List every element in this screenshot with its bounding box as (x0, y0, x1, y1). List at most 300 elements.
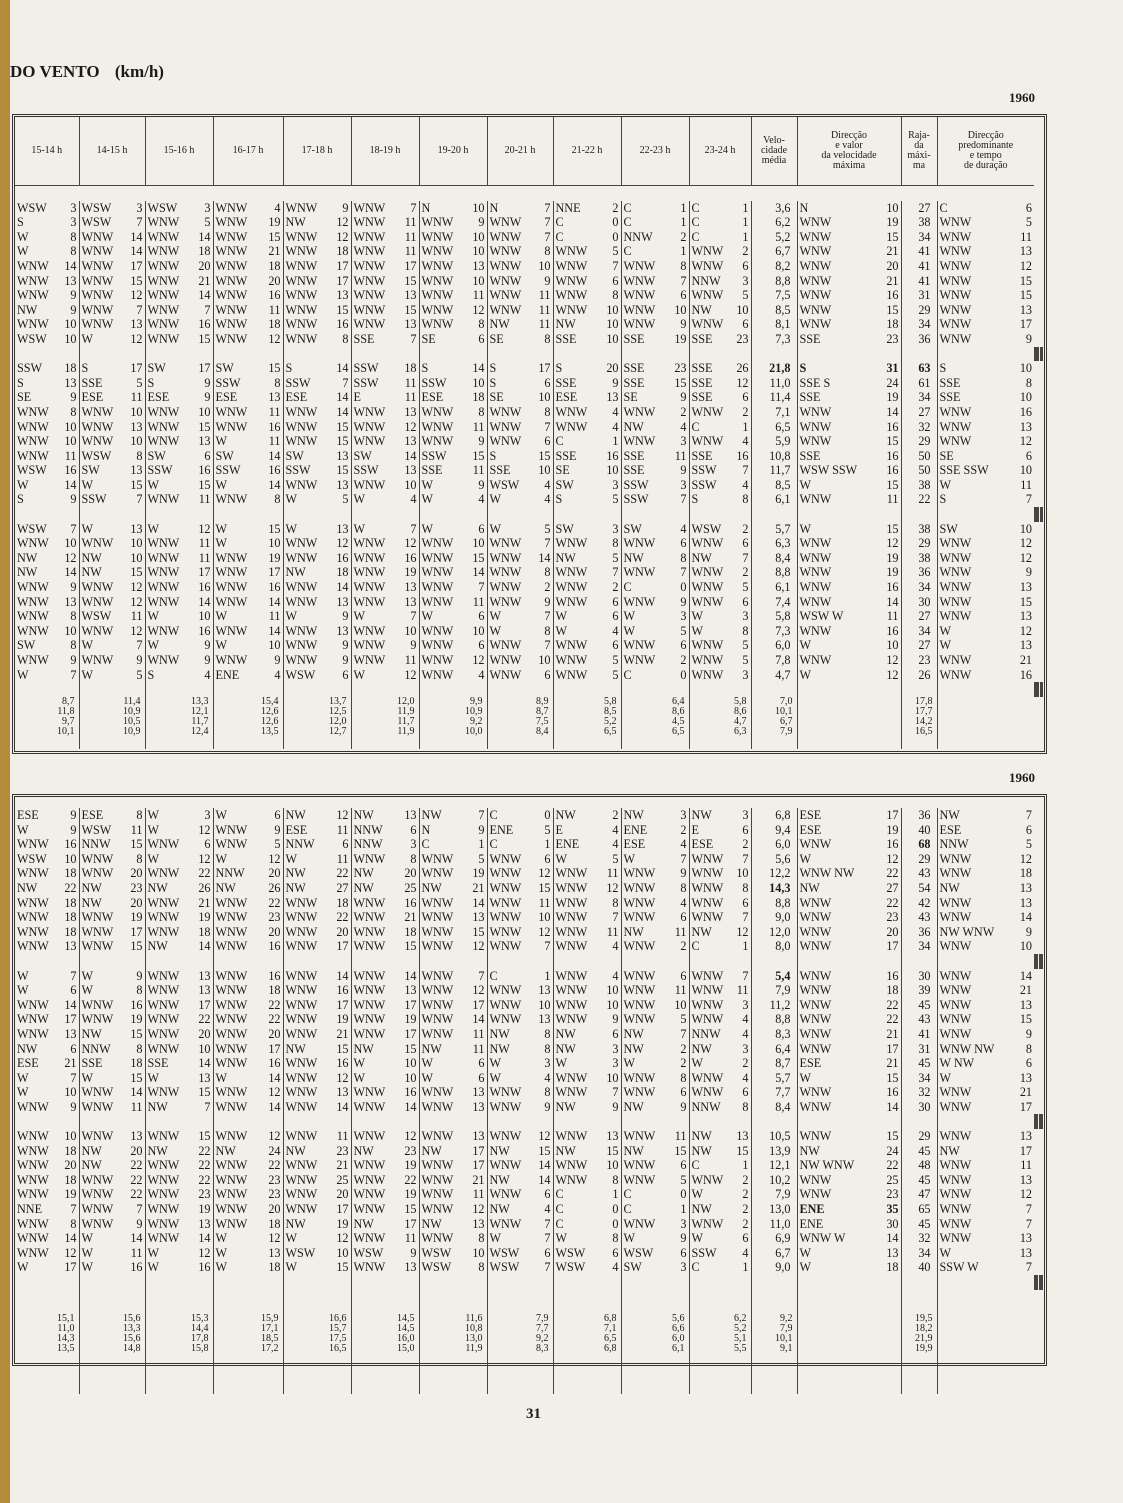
hour-direction: W (213, 1231, 261, 1246)
hour-speed: 14 (336, 580, 349, 595)
hour-speed: 9 (70, 390, 77, 405)
max-speed-direction: W (797, 1071, 879, 1086)
hour-speed: 7 (544, 215, 551, 230)
hour-direction: WSW (283, 668, 329, 683)
hour-speed: 5 (680, 623, 687, 638)
hour-direction: NW (283, 565, 329, 580)
max-speed-direction: SSE (797, 332, 879, 347)
hour-speed: 14 (198, 1231, 211, 1246)
hour-speed: 15 (404, 302, 417, 317)
hour-speed: 10 (606, 983, 619, 998)
hour-direction: NW (17, 880, 38, 895)
table-row (15, 1144, 1044, 1159)
hour-direction: WNW (283, 332, 329, 347)
hour-speed: 19 (404, 1012, 417, 1027)
means-cell (797, 697, 901, 749)
hour-direction: S (553, 361, 599, 376)
max-speed-direction: WNW (797, 1129, 879, 1144)
hour-direction: WNW (283, 274, 329, 289)
hour-speed: 13 (336, 521, 349, 536)
max-gust: 40 (901, 823, 937, 838)
max-speed-value: 16 (886, 623, 899, 638)
hour-speed: 8 (612, 895, 619, 910)
hour-direction: WNW (17, 924, 49, 939)
hour-speed: 19 (130, 910, 143, 925)
spacer-cell (283, 347, 351, 362)
max-speed-value: 23 (886, 910, 899, 925)
hour-direction: WNW (79, 866, 123, 881)
hour-direction: WNW (79, 274, 123, 289)
hour-direction: WNW (145, 230, 191, 245)
spacer-cell (419, 1275, 487, 1290)
hour-speed: 1 (612, 434, 619, 449)
hour-direction: WNW (351, 259, 397, 274)
hour-speed: 12 (130, 580, 143, 595)
max-speed-value: 21 (886, 1056, 899, 1071)
hour-speed: 15 (472, 448, 485, 463)
hour-direction: WNW (487, 274, 531, 289)
hour-direction: WNW (213, 201, 261, 216)
hour-direction: NW (689, 1202, 731, 1217)
hour-speed: 14 (404, 448, 417, 463)
hour-direction: WNW (419, 1129, 465, 1144)
hour-direction: NW (145, 881, 191, 896)
hour-direction: WSW (487, 1246, 531, 1261)
predominant-direction: WNW NW (937, 1042, 1013, 1057)
hour-speed: 0 (612, 215, 619, 230)
predominant-direction: WNW (937, 274, 1013, 289)
max-speed-direction: W (797, 522, 879, 537)
column-header: 15-14 h (15, 117, 79, 186)
hour-speed: 6 (544, 1245, 551, 1260)
hour-speed: 11 (268, 302, 281, 317)
hour-speed: 8 (544, 623, 551, 638)
predominant-duration: 14 (1019, 968, 1032, 983)
mean-speed: 13,9 (751, 1144, 797, 1159)
hour-speed: 10 (268, 638, 281, 653)
hour-speed: 20 (198, 258, 211, 273)
mean-speed: 8,8 (751, 1012, 797, 1027)
predominant-direction: WNW (937, 1173, 1013, 1188)
table-row (15, 998, 1044, 1013)
hour-speed: 9 (478, 434, 485, 449)
hour-direction: WSW (145, 201, 191, 216)
hour-speed: 19 (198, 910, 211, 925)
hour-direction: W (79, 522, 123, 537)
hour-direction: WNW (213, 215, 261, 230)
hour-speed: 14 (336, 361, 349, 376)
predominant-duration: 13 (1019, 244, 1033, 259)
hour-speed: 4 (742, 1070, 749, 1085)
hour-direction: W (553, 1056, 599, 1071)
hour-speed: 13 (130, 463, 143, 478)
hour-direction: S (487, 361, 531, 376)
hour-speed: 7 (70, 1070, 77, 1085)
hour-speed: 10 (64, 434, 77, 449)
hour-speed: 4 (612, 822, 619, 837)
spacer-cell (797, 347, 901, 362)
table-row (15, 653, 1044, 668)
hour-speed: 8 (70, 638, 77, 653)
max-gust: 26 (901, 668, 937, 683)
table-row (15, 939, 1044, 954)
hour-speed: 3 (612, 1041, 619, 1056)
predominant-direction: WNW (937, 580, 1013, 595)
hour-speed: 16 (336, 1056, 349, 1071)
table-row (15, 420, 1044, 435)
hour-speed: 4 (612, 419, 619, 434)
hour-direction: WNW (689, 434, 731, 449)
hour-speed: 17 (268, 565, 281, 580)
max-speed-direction: S (797, 361, 879, 376)
hour-direction: SSW (17, 361, 43, 376)
hour-direction: WNW (419, 668, 465, 683)
hour-direction: WNW (79, 998, 123, 1013)
spacer-cell (283, 507, 351, 522)
hour-direction: NW (621, 1144, 667, 1159)
hour-speed: 11 (736, 983, 749, 998)
hour-direction: WNW (17, 623, 49, 638)
hour-speed: 1 (742, 1260, 749, 1275)
mean-speed: 8,4 (751, 1100, 797, 1115)
spacer-row (15, 954, 1044, 969)
hour-speed: 9 (478, 215, 485, 230)
hour-speed: 27 (336, 880, 349, 895)
predominant-direction: WNW (937, 317, 1013, 332)
max-gust: 34 (901, 317, 937, 332)
hour-speed: 7 (342, 375, 349, 390)
hour-speed: 5 (544, 822, 551, 837)
hour-direction: NW (79, 1027, 123, 1042)
spacer-row (15, 347, 1044, 362)
hour-direction: NW (283, 866, 329, 881)
hour-direction: C (487, 808, 531, 823)
hour-speed: 6 (544, 1187, 551, 1202)
hour-direction: SW (17, 638, 36, 653)
mean-speed: 7,9 (751, 1187, 797, 1202)
spacer-row (15, 507, 1044, 522)
means-cell: 7,9 7,7 9,2 8,3 (487, 1290, 553, 1394)
hour-direction: WNW (689, 580, 731, 595)
hour-direction: WNW (487, 580, 531, 595)
max-gust: 43 (901, 1012, 937, 1027)
wind-table-bottom (12, 794, 1047, 1366)
hour-speed: 17 (404, 258, 417, 273)
max-gust: 30 (901, 1100, 937, 1115)
hour-direction: WNW (283, 1100, 329, 1115)
max-speed-value: 31 (886, 361, 899, 376)
hour-direction: NNW (79, 1042, 123, 1057)
hour-direction: WNW (145, 1217, 191, 1232)
hour-speed: 7 (742, 550, 749, 565)
hour-speed: 1 (544, 968, 551, 983)
predominant-duration: 6 (1025, 200, 1033, 215)
hour-speed: 2 (680, 822, 687, 837)
hour-direction: WNW (553, 866, 599, 881)
max-gust: 32 (901, 420, 937, 435)
means-cell: 5,6 6,6 6,0 6,1 (621, 1290, 689, 1394)
hour-direction: NW (79, 896, 123, 911)
hour-speed: 9 (410, 1245, 417, 1260)
hour-speed: 1 (742, 1158, 749, 1173)
hour-direction: WNW (487, 565, 531, 580)
hour-direction: W (17, 477, 29, 492)
max-speed-value: 21 (886, 273, 899, 288)
hour-speed: 3 (544, 1056, 551, 1071)
max-speed-direction: WNW (797, 910, 879, 925)
hour-speed: 11 (538, 895, 551, 910)
hour-direction: W (283, 609, 329, 624)
hour-speed: 11 (130, 1245, 143, 1260)
table-row (15, 259, 1044, 274)
column-header: 16-17 h (213, 117, 283, 186)
max-speed-value: 14 (886, 1099, 899, 1114)
hour-direction: WNW (487, 215, 531, 230)
hour-speed: 15 (130, 1070, 143, 1085)
max-speed-direction: WNW (797, 580, 879, 595)
hour-direction: SW (213, 361, 261, 376)
hour-speed: 26 (736, 361, 749, 376)
hour-speed: 8 (742, 623, 749, 638)
hour-direction: NW (351, 1042, 397, 1057)
hour-direction: NW (553, 808, 599, 823)
predominant-duration: 9 (1025, 924, 1032, 939)
max-gust: 54 (901, 881, 937, 896)
mean-speed: 6,5 (751, 420, 797, 435)
hour-direction: WNW (487, 638, 531, 653)
spacer-cell (621, 954, 689, 969)
max-speed-value: 23 (886, 331, 899, 346)
hour-direction: WNW (621, 434, 667, 449)
hour-speed: 12 (538, 1129, 551, 1144)
predominant-direction: SSE (937, 376, 1013, 391)
hour-speed: 1 (742, 215, 749, 230)
hour-direction: N (419, 823, 465, 838)
hour-direction: WNW (553, 580, 599, 595)
predominant-direction: ESE (937, 823, 1013, 838)
hour-direction: C (487, 837, 531, 852)
hour-direction: NW (553, 1027, 599, 1042)
hour-speed: 12 (336, 215, 349, 230)
hour-direction: WNW (213, 1158, 261, 1173)
predominant-direction: WNW (937, 1217, 1013, 1232)
hour-speed: 9 (544, 594, 551, 609)
hour-direction: NW (419, 1042, 465, 1057)
hour-speed: 3 (680, 609, 687, 624)
hour-speed: 14 (336, 404, 349, 419)
hour-direction: W (145, 1260, 191, 1275)
table-row (15, 463, 1044, 478)
hour-direction: SSE (689, 361, 731, 376)
max-speed-value: 19 (886, 215, 899, 230)
spacer-cell (487, 682, 553, 697)
predominant-duration: 10 (1019, 463, 1033, 478)
hour-speed: 19 (64, 1187, 77, 1202)
table-row (15, 983, 1044, 998)
hour-direction: WNW (213, 1187, 261, 1202)
max-gust: 29 (901, 303, 937, 318)
max-speed-direction: WNW (797, 259, 879, 274)
mean-speed: 5,7 (751, 522, 797, 537)
hour-speed: 15 (674, 375, 687, 390)
hour-speed: 11 (404, 244, 417, 259)
hour-direction: WNW (283, 1012, 329, 1027)
hour-direction: W (79, 1231, 123, 1246)
hour-speed: 14 (130, 1231, 143, 1246)
hour-speed: 11 (606, 866, 619, 881)
hour-direction: WNW (487, 434, 531, 449)
spacer-cell (689, 347, 751, 362)
hour-speed: 12 (130, 288, 143, 303)
spacer-cell (213, 347, 283, 362)
max-speed-direction: WNW (797, 925, 879, 940)
hour-direction: NW (351, 808, 397, 823)
hour-direction: WNW (79, 317, 123, 332)
predominant-direction: WNW (937, 332, 1013, 347)
hour-direction: W (351, 492, 397, 507)
max-speed-value: 23 (886, 1187, 899, 1202)
max-speed-value: 18 (886, 983, 899, 998)
hour-speed: 22 (268, 1012, 281, 1027)
predominant-direction: WNW (937, 1202, 1013, 1217)
hour-speed: 8 (544, 1085, 551, 1100)
hour-speed: 11 (404, 229, 417, 244)
mean-speed: 8,1 (751, 317, 797, 332)
hour-speed: 12 (268, 851, 281, 866)
hour-speed: 4 (612, 404, 619, 419)
hour-direction: WNW (621, 969, 667, 984)
hour-direction: WNW (419, 303, 465, 318)
hour-direction: NW (79, 551, 123, 566)
hour-direction: WNW (283, 1071, 329, 1086)
hour-speed: 9 (410, 638, 417, 653)
hour-direction: NW (17, 1041, 38, 1056)
hour-speed: 7 (742, 910, 749, 925)
hour-speed: 19 (268, 550, 281, 565)
hour-direction: W (621, 624, 667, 639)
hour-speed: 11 (538, 317, 551, 332)
hour-direction: WNW (487, 1129, 531, 1144)
hour-speed: 10 (472, 1245, 485, 1260)
hour-speed: 17 (130, 258, 143, 273)
hour-speed: 9 (204, 375, 211, 390)
hour-direction: WNW (553, 259, 599, 274)
hour-direction: WNW (553, 1129, 599, 1144)
hour-speed: 4 (612, 837, 619, 852)
hour-direction: WNW (553, 638, 599, 653)
spacer-cell (797, 682, 901, 697)
hour-direction: ESE (283, 390, 329, 405)
hour-direction: SW (553, 478, 599, 493)
hour-direction: W (145, 823, 191, 838)
hour-direction: W (351, 522, 397, 537)
hour-speed: 6 (612, 1026, 619, 1041)
book-spine (0, 0, 10, 1503)
hour-direction: SSW (689, 478, 731, 493)
hour-speed: 13 (336, 288, 349, 303)
max-speed-direction: SSE (797, 449, 879, 464)
hour-speed: 7 (544, 1260, 551, 1275)
hour-speed: 22 (130, 1172, 143, 1187)
hour-direction: WNW (689, 998, 731, 1013)
hour-speed: 4 (544, 492, 551, 507)
hour-direction: NNW (621, 230, 667, 245)
hour-direction: WNW (419, 1158, 465, 1173)
hour-speed: 18 (268, 1216, 281, 1231)
max-speed-value: 14 (886, 594, 899, 609)
hour-direction: WNW (213, 837, 261, 852)
hour-direction: WNW (17, 1129, 49, 1144)
hour-direction: WNW (145, 837, 191, 852)
predominant-direction: W (937, 1071, 1013, 1086)
max-gust: 36 (901, 332, 937, 347)
spacer-cell (1043, 954, 1044, 969)
spacer-row (15, 797, 1044, 808)
spacer-cell (351, 682, 419, 697)
predominant-duration: 12 (1019, 536, 1033, 551)
hour-direction: WNW (621, 274, 667, 289)
hour-speed: 21 (472, 880, 485, 895)
hour-direction: WNW (283, 244, 329, 259)
hour-direction: WNW (145, 536, 191, 551)
hour-speed: 5 (612, 653, 619, 667)
hour-speed: 16 (64, 463, 77, 478)
hour-direction: E (553, 823, 599, 838)
hour-direction: WNW (419, 983, 465, 998)
hour-speed: 3 (680, 1260, 687, 1275)
hour-direction: W (283, 492, 329, 507)
hour-speed: 7 (136, 1202, 143, 1217)
means-cell: 6,2 5,2 5,1 5,5 (689, 1290, 751, 1394)
hour-direction: W (79, 983, 123, 998)
hour-direction: WNW (553, 274, 599, 289)
hour-direction: WNW (213, 332, 261, 347)
hour-speed: 10 (130, 536, 143, 551)
spacer-cell (1043, 1275, 1044, 1290)
hour-speed: 12 (736, 924, 749, 939)
hour-speed: 20 (606, 361, 619, 376)
hour-speed: 13 (130, 317, 143, 332)
mean-speed: 6,1 (751, 580, 797, 595)
hour-direction: WNW (145, 420, 191, 435)
means-row (15, 697, 1044, 749)
hour-speed: 5 (742, 288, 749, 303)
hour-speed: 9 (680, 594, 687, 609)
predominant-duration: 12 (1019, 434, 1033, 449)
hour-speed: 15 (472, 550, 485, 565)
max-speed-direction: WNW (797, 998, 879, 1013)
hour-speed: 10 (472, 273, 485, 288)
hour-direction: WNW (351, 1100, 397, 1115)
hour-speed: 7 (410, 609, 417, 624)
predominant-direction: WNW (937, 1027, 1013, 1042)
spacer-cell (351, 1114, 419, 1129)
hour-speed: 12 (336, 1231, 349, 1246)
hour-direction: NW (487, 1202, 531, 1217)
hour-direction: WNW (283, 551, 329, 566)
hour-speed: 13 (606, 390, 619, 405)
hour-direction: WNW (419, 580, 465, 595)
mean-speed: 5,6 (751, 852, 797, 867)
hour-direction: WNW (689, 852, 731, 867)
hour-direction: S (553, 492, 599, 507)
spacer-cell (283, 1275, 351, 1290)
mean-speed: 11,4 (751, 390, 797, 405)
hour-speed: 14 (472, 565, 485, 580)
hour-direction: WNW (79, 303, 123, 318)
hour-direction: W (487, 609, 531, 624)
hour-speed: 12 (64, 1245, 77, 1260)
